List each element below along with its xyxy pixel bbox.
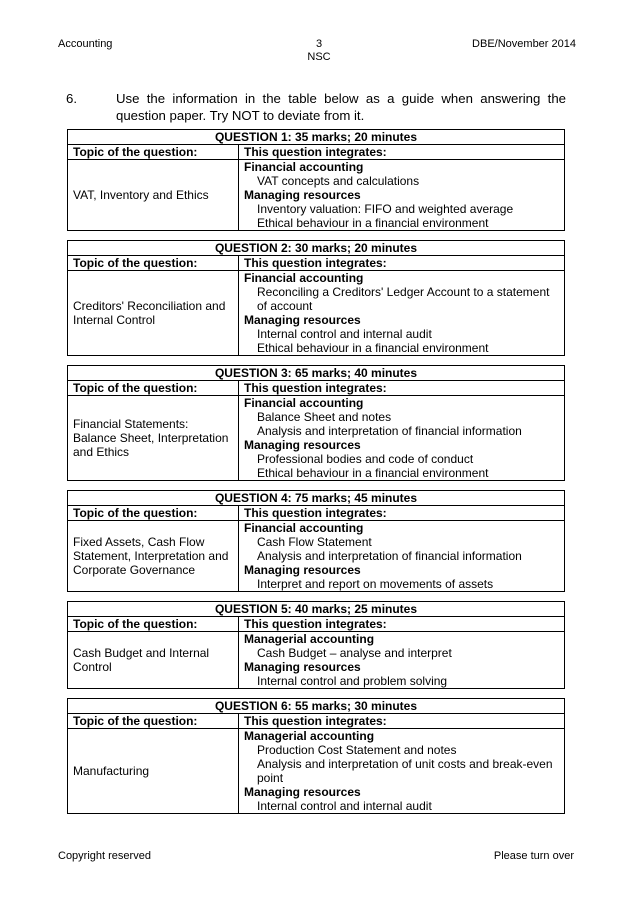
question-topic: VAT, Inventory and Ethics	[68, 160, 239, 231]
section-item: Ethical behaviour in a financial environment	[257, 466, 489, 480]
integrates-cell	[239, 160, 565, 231]
instruction	[66, 90, 566, 124]
integrates-cell	[239, 396, 565, 481]
question-title: QUESTION 3: 65 marks; 40 minutes	[68, 366, 565, 381]
integrates-header: This question integrates:	[239, 145, 565, 160]
topic-header: Topic of the question:	[68, 714, 239, 729]
instruction-text: Use the information in the table below as a guide when answering the question paper. Try NOT to deviate from it.	[116, 91, 566, 123]
page-number: 3	[315, 38, 323, 50]
question-table	[67, 601, 565, 689]
integrates-cell	[239, 271, 565, 356]
header-subtitle: NSC	[307, 51, 331, 63]
question-topic: Manufacturing	[68, 729, 239, 814]
question-title: QUESTION 5: 40 marks; 25 minutes	[68, 602, 565, 617]
section-heading: Managing resources	[244, 785, 361, 799]
integrates-cell	[239, 521, 565, 592]
question-table	[67, 240, 565, 356]
section-item: VAT concepts and calculations	[257, 174, 420, 188]
question-title: QUESTION 6: 55 marks; 30 minutes	[68, 699, 565, 714]
section-item: Analysis and interpretation of financial information	[257, 549, 522, 563]
topic-header: Topic of the question:	[68, 381, 239, 396]
section-item: Balance Sheet and notes	[257, 410, 392, 424]
section-item: Internal control and internal audit	[257, 799, 432, 813]
question-title: QUESTION 2: 30 marks; 20 minutes	[68, 241, 565, 256]
question-topic: Fixed Assets, Cash Flow Statement, Interpretation and Corporate Governance	[68, 521, 239, 592]
section-item: Reconciling a Creditors' Ledger Account to a statement of account	[257, 285, 550, 313]
section-item: Professional bodies and code of conduct	[257, 452, 474, 466]
section-item: Inventory valuation: FIFO and weighted average	[257, 202, 514, 216]
integrates-cell	[239, 729, 565, 814]
section-item: Internal control and internal audit	[257, 327, 432, 341]
question-title: QUESTION 1: 35 marks; 20 minutes	[68, 130, 565, 145]
topic-header: Topic of the question:	[68, 617, 239, 632]
section-heading: Financial accounting	[244, 160, 364, 174]
integrates-header: This question integrates:	[239, 617, 565, 632]
question-topic: Cash Budget and Internal Control	[68, 632, 239, 689]
integrates-cell	[239, 632, 565, 689]
integrates-header: This question integrates:	[239, 256, 565, 271]
topic-header: Topic of the question:	[68, 506, 239, 521]
question-topic: Creditors' Reconciliation and Internal Control	[68, 271, 239, 356]
section-heading: Managing resources	[244, 563, 361, 577]
section-heading: Managerial accounting	[244, 729, 375, 743]
section-item: Cash Budget – analyse and interpret	[257, 646, 452, 660]
footer-turn-over: Please turn over	[493, 850, 574, 862]
section-item: Ethical behaviour in a financial environment	[257, 216, 489, 230]
section-heading: Financial accounting	[244, 396, 364, 410]
topic-header: Topic of the question:	[68, 256, 239, 271]
section-heading: Managing resources	[244, 313, 361, 327]
question-topic: Financial Statements: Balance Sheet, Interpretation and Ethics	[68, 396, 239, 481]
topic-header: Topic of the question:	[68, 145, 239, 160]
question-table	[67, 698, 565, 814]
integrates-header: This question integrates:	[239, 381, 565, 396]
section-item: Ethical behaviour in a financial environment	[257, 341, 489, 355]
section-heading: Managing resources	[244, 438, 361, 452]
section-heading: Financial accounting	[244, 271, 364, 285]
section-heading: Managing resources	[244, 660, 361, 674]
question-table	[67, 129, 565, 231]
section-heading: Managing resources	[244, 188, 361, 202]
question-table	[67, 365, 565, 481]
section-item: Internal control and problem solving	[257, 674, 448, 688]
header-subject: Accounting	[58, 38, 113, 50]
header-exam: DBE/November 2014	[472, 38, 576, 50]
section-item: Cash Flow Statement	[257, 535, 372, 549]
section-item: Analysis and interpretation of financial information	[257, 424, 522, 438]
section-item: Analysis and interpretation of unit costs and break-even point	[257, 757, 553, 785]
section-item: Production Cost Statement and notes	[257, 743, 457, 757]
section-item: Interpret and report on movements of assets	[257, 577, 494, 591]
section-heading: Financial accounting	[244, 521, 364, 535]
question-table	[67, 490, 565, 592]
footer-copyright: Copyright reserved	[58, 850, 151, 862]
section-heading: Managerial accounting	[244, 632, 375, 646]
integrates-header: This question integrates:	[239, 714, 565, 729]
integrates-header: This question integrates:	[239, 506, 565, 521]
instruction-number: 6.	[66, 91, 77, 106]
question-title: QUESTION 4: 75 marks; 45 minutes	[68, 491, 565, 506]
